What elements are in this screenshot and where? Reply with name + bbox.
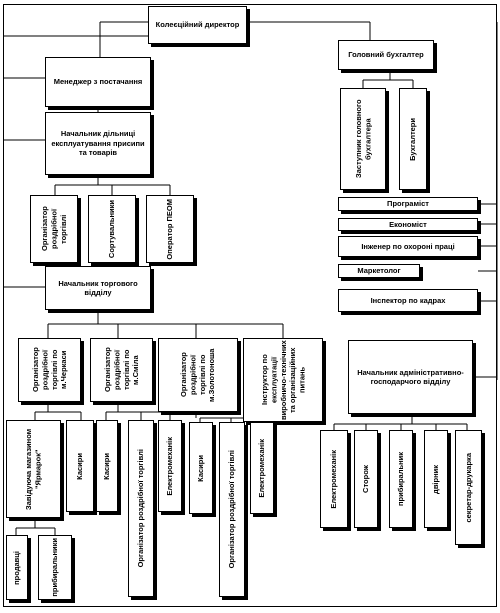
org-cherkasy-box	[18, 338, 81, 402]
org-smila-box	[90, 338, 153, 402]
electrician-3-label: Електромеханік	[329, 449, 339, 509]
safety-engineer-label: Інженер по охороні праці	[361, 241, 455, 251]
chief-accountant-label: Головний бухгалтер	[348, 50, 424, 60]
cashiers-2-box	[96, 420, 118, 512]
instructor-box	[243, 338, 323, 422]
retail-organizer-2-label: Організатор роздрібної торгівлі	[136, 449, 146, 568]
guard-box	[354, 430, 378, 528]
economist-label: Економіст	[389, 219, 427, 229]
electrician-1-label: Електромеханік	[165, 436, 175, 496]
supply-manager-label: Менеджер з постачання	[53, 77, 143, 87]
store-manager-label: Завідуюча магазином "Ярмарок"	[24, 428, 43, 510]
hr-inspector-box	[338, 289, 478, 312]
programmer-label: Програміст	[387, 199, 429, 209]
guard-label: Сторож	[361, 465, 371, 493]
instructor-label: Інструктор по експлуатації виробничо-технічних та організаційних питань	[259, 340, 307, 420]
accountants-label: Бухгалтери	[408, 117, 418, 161]
planning-head-label: Начальник дільниці експлуатування присипи та товарів	[51, 129, 145, 158]
sellers-label: продавці	[12, 550, 22, 585]
director-box	[148, 6, 247, 44]
retail-organizer-label: Організатор роздрібної торгівлі	[39, 206, 68, 252]
cashiers-1-box	[66, 420, 94, 512]
cashiers-2-label: Касири	[102, 452, 112, 480]
sellers-box	[6, 535, 28, 600]
marketer-box	[338, 264, 420, 278]
electrician-2-label: Електромеханік	[257, 438, 267, 498]
org-smila-label: Організатор роздрібної торгівлі по м.Сміла	[102, 347, 140, 393]
janitor-label: двірник	[431, 464, 441, 494]
janitor-box	[424, 430, 448, 528]
hr-inspector-label: Інспектор по кадрах	[370, 295, 446, 305]
sorters-label: Сортувальники	[107, 199, 117, 259]
deputy-chief-accountant-box	[340, 88, 386, 190]
admin-head-label: Начальник адміністративно-господарчого відділу	[357, 367, 464, 386]
planning-head-box	[45, 112, 151, 175]
cleaners-1-box	[38, 535, 72, 600]
admin-head-box	[348, 340, 473, 414]
electrician-2-box	[250, 422, 274, 514]
electrician-3-box	[320, 430, 348, 528]
cleaners-2-label: прибиральник	[396, 452, 406, 506]
retail-organizer-box	[30, 195, 78, 263]
chief-accountant-box	[338, 40, 434, 70]
programmer-box	[338, 197, 478, 211]
store-manager-box	[6, 420, 61, 518]
electrician-1-box	[158, 420, 182, 512]
cleaners-2-box	[389, 430, 413, 528]
sorters-box	[88, 195, 136, 263]
supply-manager-box	[45, 57, 151, 107]
org-zolotonosha-box	[158, 338, 238, 412]
cashiers-1-label: Касири	[75, 452, 85, 480]
retail-organizer-3-label: Організатор роздрібної торгівлі	[227, 450, 237, 569]
accountants-box	[399, 88, 427, 190]
retail-organizer-3-box	[219, 422, 245, 597]
secretary-box	[455, 430, 482, 545]
pc-operator-label: Оператор ПЕОМ	[165, 198, 175, 260]
marketer-label: Маркетолог	[357, 266, 401, 276]
cleaners-1-label: прибиральники	[50, 538, 60, 597]
director-label: Колеєційний директор	[155, 20, 240, 30]
safety-engineer-box	[338, 236, 478, 257]
retail-organizer-2-box	[128, 420, 154, 597]
deputy-chief-accountant-label: Заступник головного бухгалтера	[353, 99, 372, 179]
economist-box	[338, 218, 478, 231]
org-zolotonosha-label: Організатор роздрібної торгівлі по м.Золотоноша	[179, 348, 217, 402]
trade-head-label: Начальник торгового відділу	[58, 278, 138, 297]
cashiers-3-label: Касири	[196, 454, 206, 482]
org-cherkasy-label: Організатор роздрібної торгівлі по м.Черкаси	[30, 347, 68, 393]
trade-head-box	[45, 266, 151, 310]
cashiers-3-box	[189, 422, 213, 514]
secretary-label: секретар-друкарка	[463, 452, 473, 523]
pc-operator-box	[146, 195, 194, 263]
